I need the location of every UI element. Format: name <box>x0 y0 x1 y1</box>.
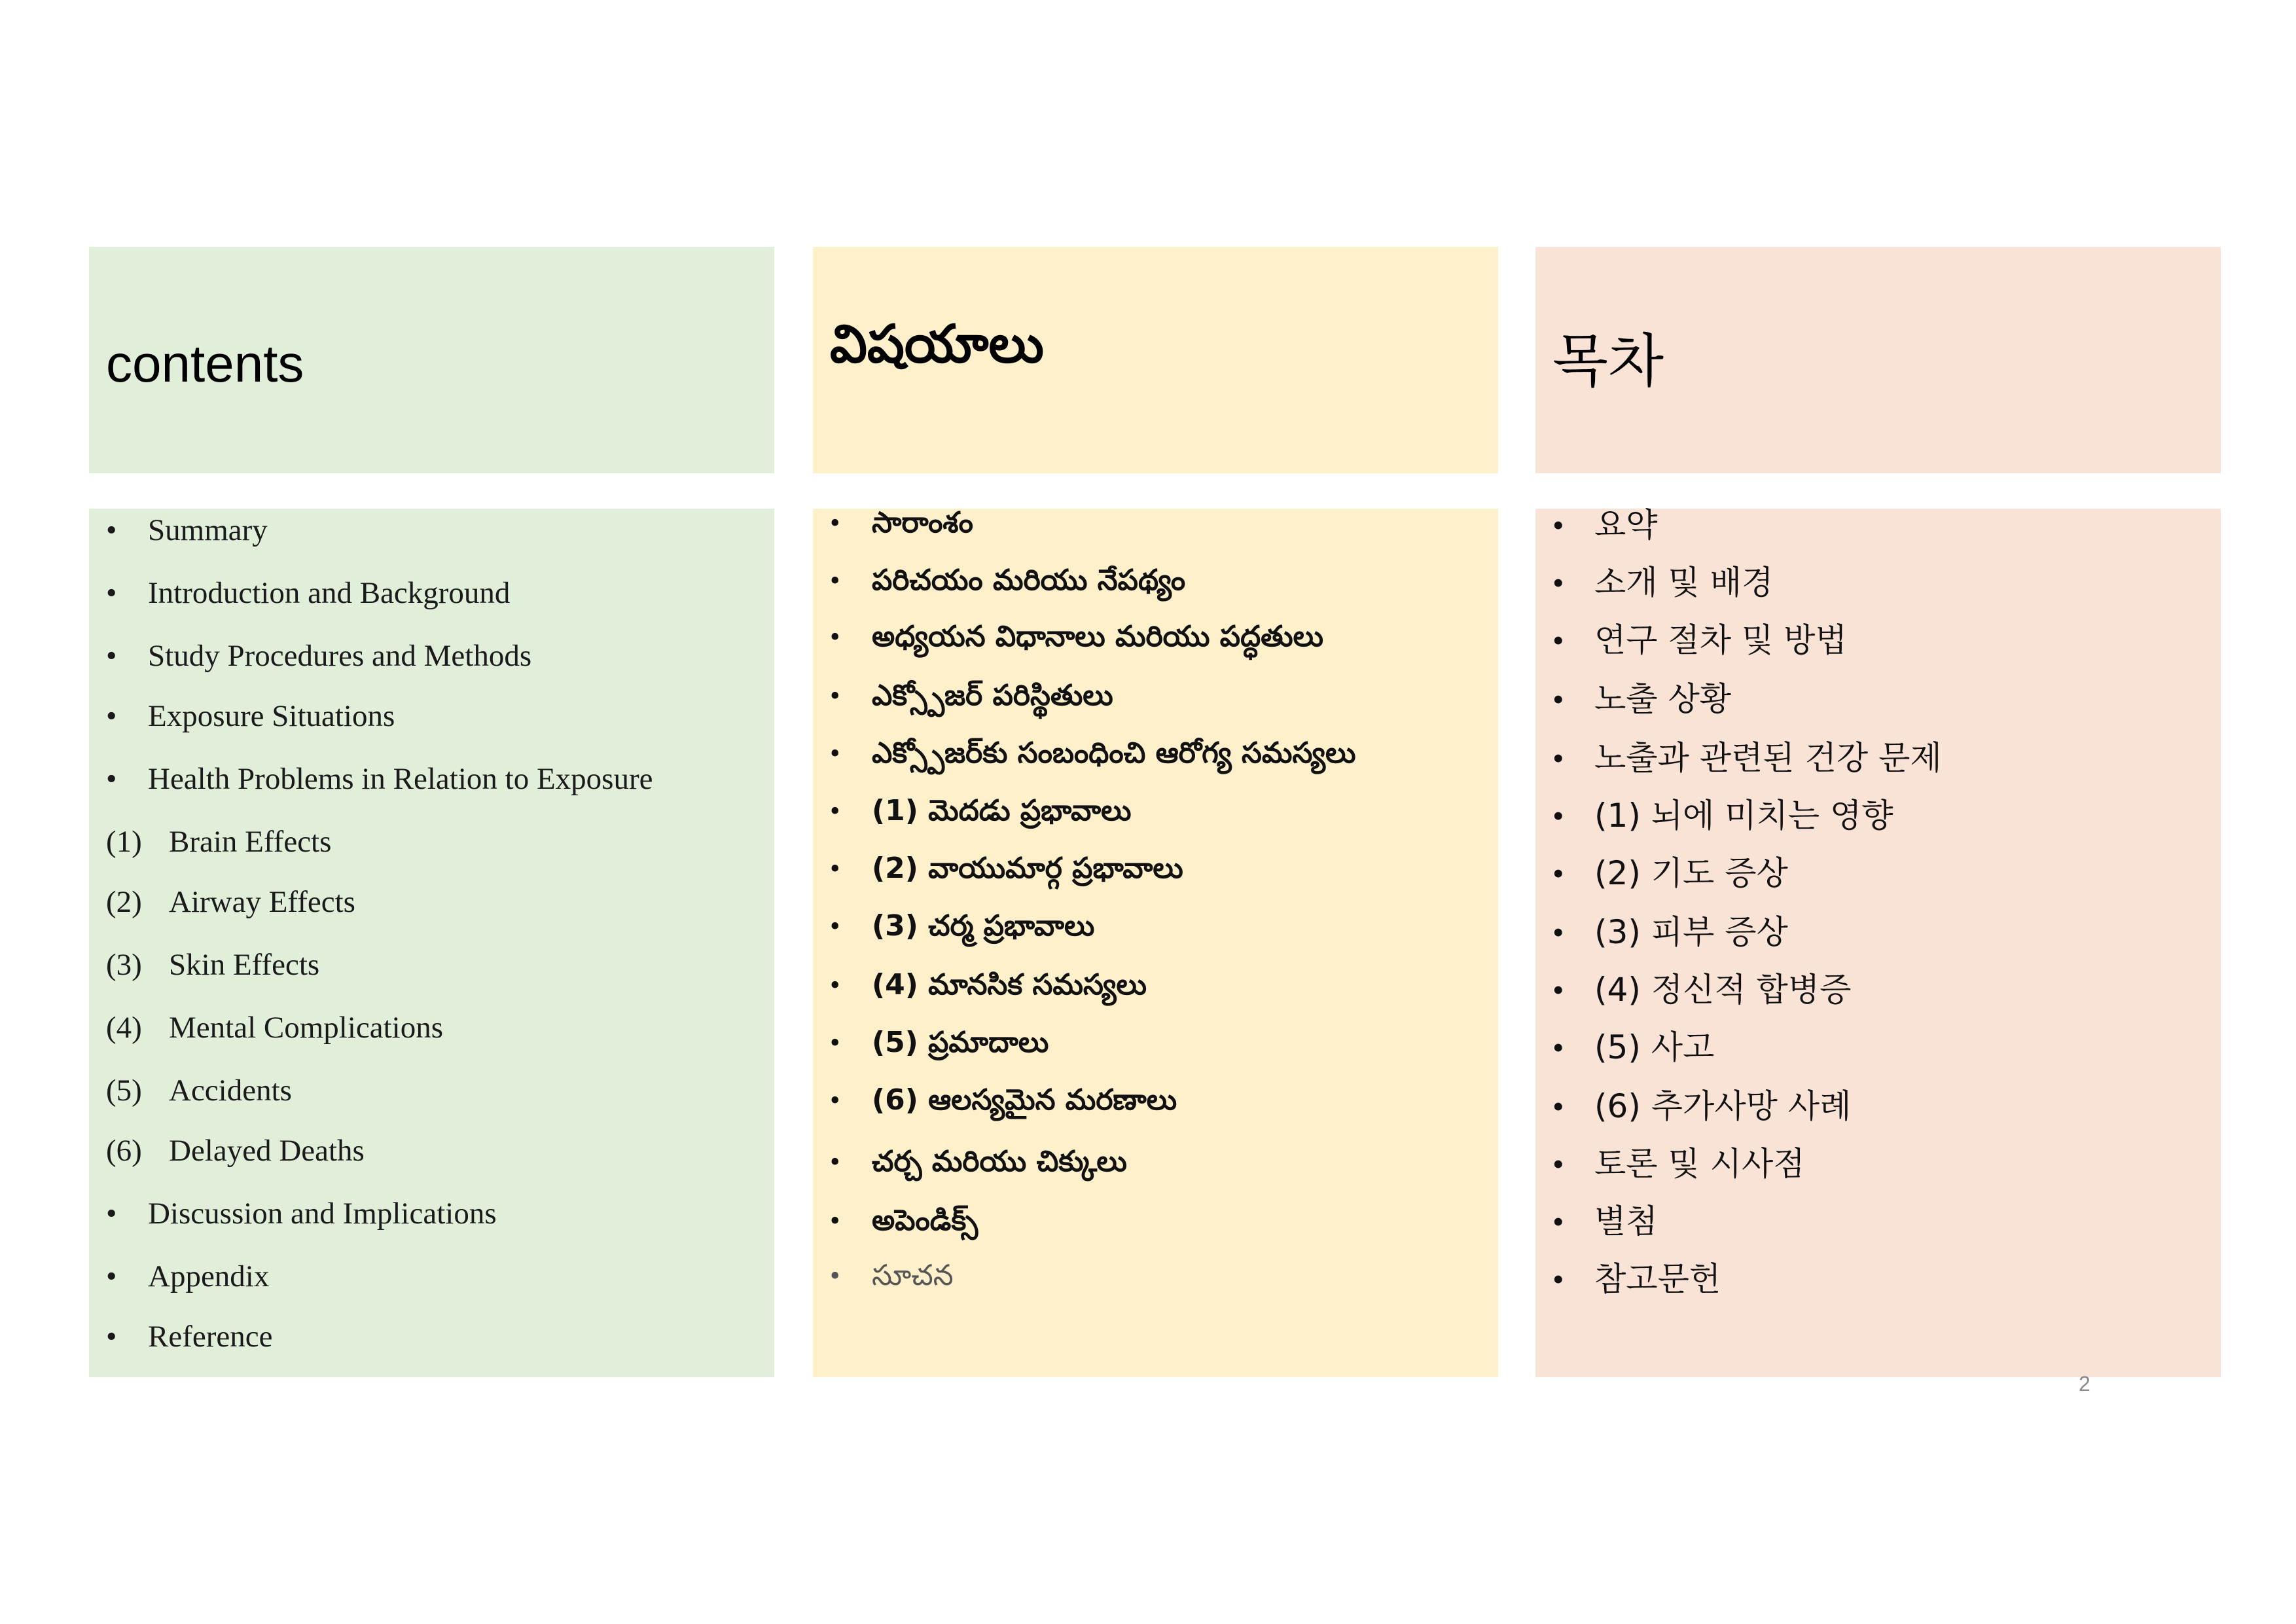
contents-item <box>830 909 1095 943</box>
bullet-icon: • <box>830 679 840 712</box>
contents-item <box>1552 913 1788 951</box>
contents-item <box>1552 739 1942 777</box>
contents-item-label: 연구 절차 및 방법 <box>1594 621 1847 659</box>
bullet-icon: • <box>830 910 840 942</box>
contents-item <box>106 639 532 673</box>
bullet-icon: • <box>1552 914 1564 950</box>
contents-item-label: Reference <box>148 1320 273 1354</box>
english-title: contents <box>106 334 304 393</box>
contents-item-label: Exposure Situations <box>148 699 395 733</box>
bullet-icon: • <box>1552 1146 1564 1182</box>
contents-item <box>1552 1260 1721 1298</box>
contents-item-label: 토론 및 시사점 <box>1594 1145 1805 1183</box>
bullet-icon: • <box>1552 971 1564 1008</box>
contents-item <box>106 1134 365 1168</box>
contents-item-label: (5) ప్రమాదాలు <box>872 1026 1049 1059</box>
contents-item-label: Airway Effects <box>169 885 355 919</box>
contents-item-label: 노출과 관련된 건강 문제 <box>1594 739 1942 777</box>
korean-header-panel <box>1535 247 2221 473</box>
contents-item-label: Introduction and Background <box>148 576 511 610</box>
contents-item <box>106 885 355 919</box>
contents-item-label: సారాంశం <box>872 506 973 539</box>
contents-item-label: చర్చ మరియు చిక్కులు <box>872 1145 1127 1178</box>
contents-item-label: 요약 <box>1594 506 1658 544</box>
contents-item <box>106 825 332 859</box>
telugu-header-panel <box>813 247 1498 473</box>
contents-item <box>830 1204 978 1237</box>
page-number: 2 <box>2079 1372 2090 1396</box>
contents-item-label: (1) 뇌에 미치는 영향 <box>1594 797 1893 835</box>
contents-item-label: (6) ఆలస్యమైన మరణాలు <box>872 1083 1177 1117</box>
contents-item-label: (4) 정신적 합병증 <box>1594 971 1852 1009</box>
contents-item <box>1552 506 1658 544</box>
contents-item <box>830 679 1113 712</box>
contents-item <box>1552 1145 1805 1183</box>
contents-item <box>1552 621 1847 659</box>
contents-item-label: పరిచయం మరియు నేపథ్యం <box>872 564 1186 597</box>
bullet-icon: • <box>1552 507 1564 543</box>
contents-item-label: (3) చర్మ ప్రభావాలు <box>872 909 1095 943</box>
bullet-icon: • <box>830 621 840 653</box>
korean-title: 목차 <box>1552 327 1664 395</box>
bullet-icon: • <box>106 513 117 547</box>
bullet-icon: • <box>830 507 840 539</box>
contents-item-label: 노출 상황 <box>1594 680 1732 718</box>
contents-item <box>830 794 1132 827</box>
contents-item-label: Appendix <box>148 1259 270 1293</box>
contents-item-label: Discussion and Implications <box>148 1197 497 1231</box>
contents-item-label: Delayed Deaths <box>169 1134 365 1168</box>
contents-item <box>1552 1087 1852 1125</box>
contents-item-label: 별첨 <box>1594 1202 1658 1240</box>
contents-item <box>106 699 395 733</box>
bullet-icon: • <box>1552 681 1564 717</box>
contents-item <box>830 1026 1049 1059</box>
bullet-icon: • <box>1552 1203 1564 1240</box>
bullet-icon: • <box>830 1204 840 1236</box>
bullet-icon: • <box>1552 1261 1564 1297</box>
contents-item <box>106 576 511 610</box>
item-number: (5) <box>106 1074 142 1108</box>
contents-item <box>106 1259 270 1293</box>
bullet-icon: • <box>830 1259 840 1291</box>
contents-item-label: ఎక్స్పోజర్‌కు సంబంధించి ఆరోగ్య సమస్యలు <box>872 736 1356 770</box>
item-number: (2) <box>106 885 142 919</box>
contents-item-label: (6) 추가사망 사례 <box>1594 1087 1852 1125</box>
contents-item-label: (3) 피부 증상 <box>1594 913 1788 951</box>
contents-item <box>1552 854 1788 892</box>
contents-item <box>106 1197 497 1231</box>
contents-item <box>106 1320 273 1354</box>
bullet-icon: • <box>106 762 117 796</box>
contents-item-label: Summary <box>148 513 268 547</box>
contents-item <box>106 1074 292 1108</box>
contents-item <box>1552 1028 1715 1066</box>
contents-item-label: Brain Effects <box>169 825 332 859</box>
contents-item <box>830 506 973 539</box>
bullet-icon: • <box>830 564 840 596</box>
contents-item <box>830 1145 1127 1178</box>
bullet-icon: • <box>106 699 117 733</box>
contents-item <box>1552 564 1774 602</box>
contents-item-label: Health Problems in Relation to Exposure <box>148 762 653 796</box>
bullet-icon: • <box>830 737 840 769</box>
contents-item-label: Study Procedures and Methods <box>148 639 532 673</box>
contents-item <box>106 1011 444 1045</box>
bullet-icon: • <box>1552 1029 1564 1066</box>
bullet-icon: • <box>106 576 117 610</box>
bullet-icon: • <box>1552 740 1564 776</box>
contents-item-label: ఎక్స్పోజర్ పరిస్థితులు <box>872 679 1113 712</box>
item-number: (4) <box>106 1011 142 1045</box>
contents-item <box>1552 797 1893 835</box>
contents-item <box>830 1259 954 1292</box>
telugu-title: విషయాలు <box>830 313 1044 374</box>
bullet-icon: • <box>106 639 117 673</box>
bullet-icon: • <box>830 852 840 884</box>
bullet-icon: • <box>830 969 840 1001</box>
contents-item-label: Accidents <box>169 1074 292 1108</box>
contents-item-label: Skin Effects <box>169 948 320 982</box>
contents-item <box>830 736 1356 770</box>
contents-item-label: Mental Complications <box>169 1011 444 1045</box>
contents-item-label: 소개 및 배경 <box>1594 564 1774 602</box>
contents-item <box>106 513 268 547</box>
bullet-icon: • <box>1552 855 1564 892</box>
bullet-icon: • <box>106 1259 117 1293</box>
contents-item <box>106 762 653 796</box>
item-number: (6) <box>106 1134 142 1168</box>
item-number: (1) <box>106 825 142 859</box>
contents-item-label: అపెండిక్స్ <box>872 1204 978 1237</box>
contents-item-label: (5) 사고 <box>1594 1028 1715 1066</box>
contents-item <box>1552 971 1852 1009</box>
contents-item-label: సూచన <box>872 1259 954 1292</box>
english-contents-panel <box>89 509 774 1377</box>
contents-item-label: (2) వాయుమార్గ ప్రభావాలు <box>872 852 1183 885</box>
bullet-icon: • <box>830 795 840 827</box>
contents-item-label: అధ్యయన విధానాలు మరియు పద్ధతులు <box>872 620 1324 653</box>
bullet-icon: • <box>1552 622 1564 659</box>
contents-item <box>106 948 320 982</box>
contents-item <box>830 852 1183 885</box>
bullet-icon: • <box>830 1084 840 1116</box>
bullet-icon: • <box>1552 797 1564 834</box>
bullet-icon: • <box>1552 564 1564 601</box>
contents-item <box>1552 1202 1658 1240</box>
contents-item-label: (2) 기도 증상 <box>1594 854 1788 892</box>
contents-item-label: (1) మెదడు ప్రభావాలు <box>872 794 1132 827</box>
contents-item <box>830 620 1324 653</box>
item-number: (3) <box>106 948 142 982</box>
contents-item-label: 참고문헌 <box>1594 1260 1721 1298</box>
bullet-icon: • <box>106 1320 117 1354</box>
bullet-icon: • <box>830 1146 840 1178</box>
contents-item-label: (4) మానసిక సమస్యలు <box>872 968 1147 1001</box>
telugu-contents-panel <box>813 506 1498 1377</box>
contents-item <box>830 968 1147 1001</box>
bullet-icon: • <box>830 1026 840 1058</box>
korean-contents-panel <box>1535 506 2221 1377</box>
contents-item <box>1552 680 1732 718</box>
bullet-icon: • <box>1552 1088 1564 1125</box>
contents-item <box>830 1083 1177 1117</box>
english-header-panel <box>89 247 774 473</box>
contents-item <box>830 564 1186 597</box>
bullet-icon: • <box>106 1197 117 1231</box>
